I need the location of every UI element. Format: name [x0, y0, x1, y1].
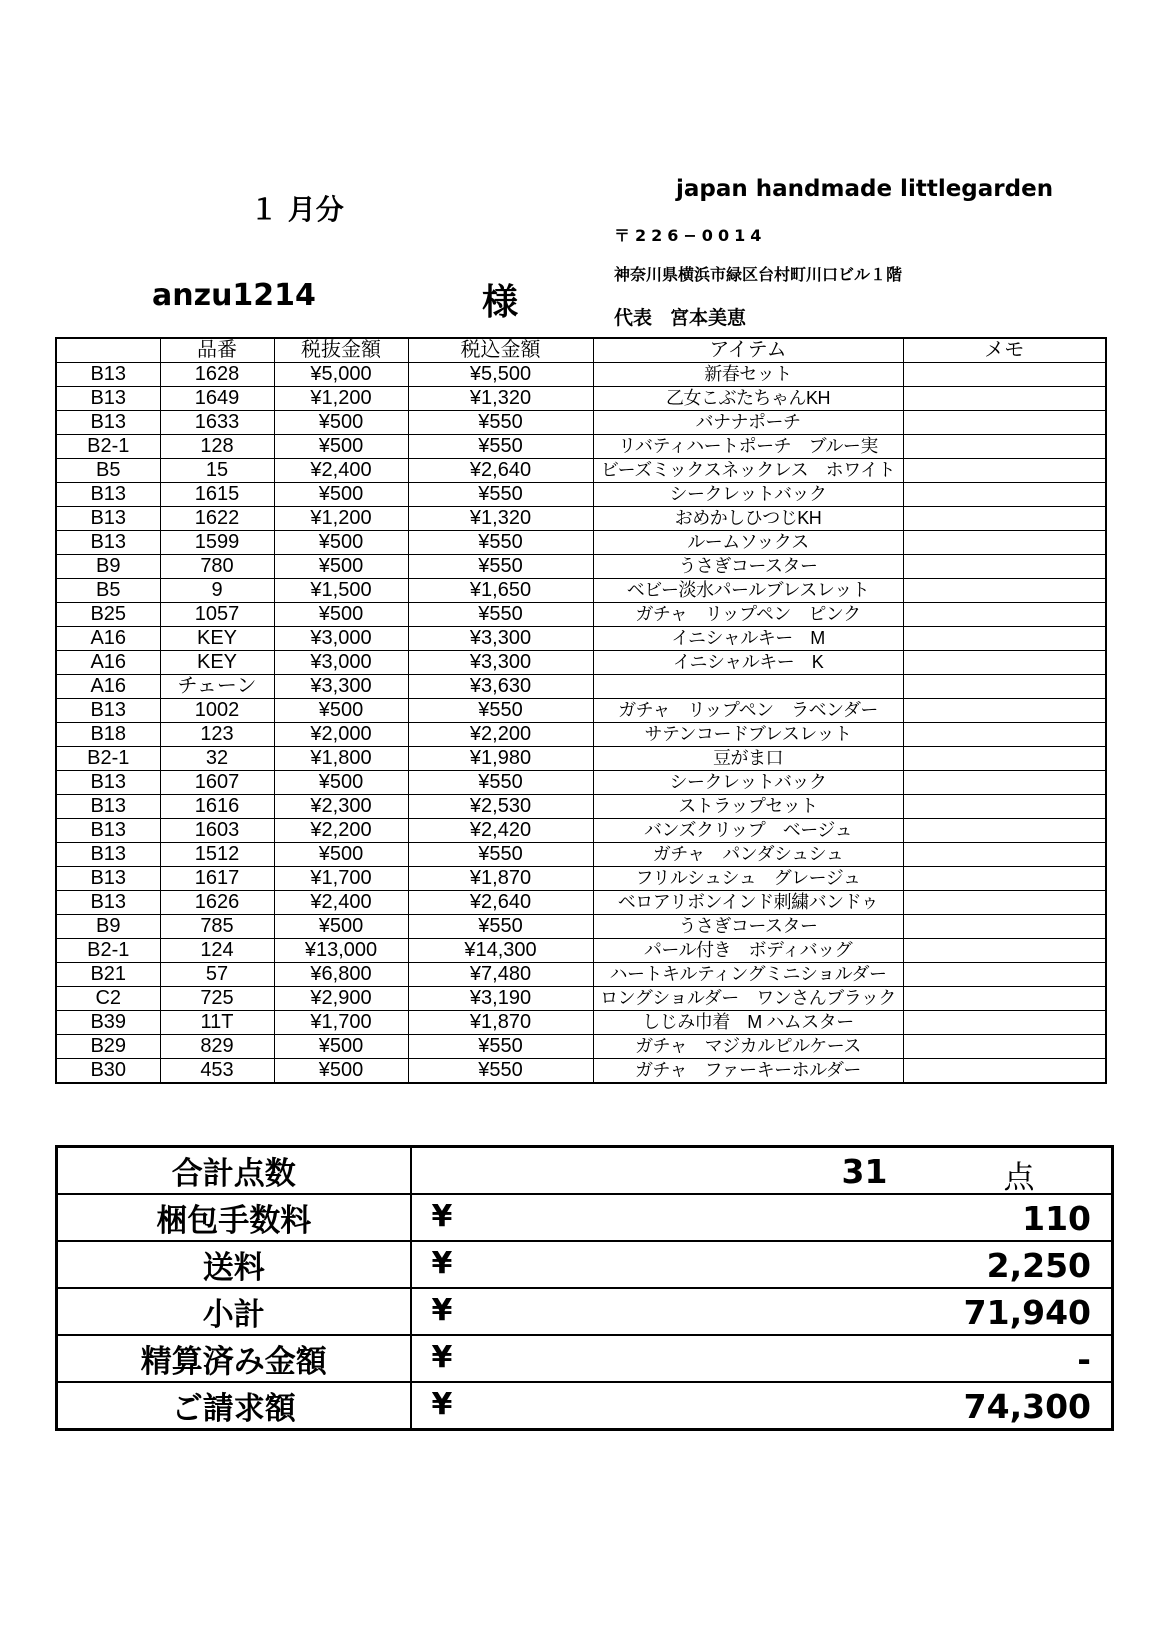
- table-row: [56, 435, 1106, 459]
- summary-row: [57, 1194, 1113, 1241]
- table-row: [56, 1035, 1106, 1059]
- table-row: [56, 459, 1106, 483]
- category-cell: B5: [56, 459, 160, 483]
- memo-cell: [903, 771, 1106, 795]
- memo-cell: [903, 939, 1106, 963]
- price-incl-tax-cell: ¥14,300: [408, 939, 593, 963]
- column-header: [56, 338, 160, 363]
- product-number-cell: 829: [160, 1035, 274, 1059]
- category-cell: B13: [56, 819, 160, 843]
- item-name-cell: イニシャルキー M: [593, 627, 903, 651]
- table-row: [56, 795, 1106, 819]
- memo-cell: [903, 723, 1106, 747]
- category-cell: B13: [56, 891, 160, 915]
- yen-symbol: ¥: [431, 1340, 453, 1375]
- summary-amount: 71,940: [963, 1293, 1091, 1332]
- postal-code: 〒226−0014: [614, 226, 767, 245]
- item-name-cell: 新春セット: [593, 363, 903, 387]
- price-incl-tax-cell: ¥550: [408, 555, 593, 579]
- yen-symbol: ¥: [431, 1199, 453, 1234]
- customer-id: anzu1214: [152, 278, 316, 313]
- item-name-cell: ガチャ リップペン ラベンダー: [593, 699, 903, 723]
- product-number-cell: 57: [160, 963, 274, 987]
- price-excl-tax-cell: ¥2,400: [274, 891, 408, 915]
- memo-cell: [903, 675, 1106, 699]
- product-number-cell: 1617: [160, 867, 274, 891]
- product-number-cell: 1626: [160, 891, 274, 915]
- price-excl-tax-cell: ¥500: [274, 1035, 408, 1059]
- table-row: [56, 915, 1106, 939]
- item-name-cell: しじみ巾着 M ハムスター: [593, 1011, 903, 1035]
- memo-cell: [903, 363, 1106, 387]
- item-name-cell: ロングショルダー ワンさんブラック: [593, 987, 903, 1011]
- price-excl-tax-cell: ¥2,400: [274, 459, 408, 483]
- item-name-cell: バナナポーチ: [593, 411, 903, 435]
- item-name-cell: イニシャルキー K: [593, 651, 903, 675]
- summary-value: [411, 1335, 1113, 1382]
- category-cell: B13: [56, 843, 160, 867]
- summary-value: [411, 1241, 1113, 1288]
- memo-cell: [903, 387, 1106, 411]
- price-excl-tax-cell: ¥2,300: [274, 795, 408, 819]
- price-incl-tax-cell: ¥2,640: [408, 891, 593, 915]
- table-row: [56, 363, 1106, 387]
- table-row: [56, 747, 1106, 771]
- price-excl-tax-cell: ¥2,200: [274, 819, 408, 843]
- column-header: 品番: [160, 338, 274, 363]
- product-number-cell: 1633: [160, 411, 274, 435]
- item-name-cell: サテンコードブレスレット: [593, 723, 903, 747]
- memo-cell: [903, 579, 1106, 603]
- table-row: [56, 651, 1106, 675]
- product-number-cell: 725: [160, 987, 274, 1011]
- price-incl-tax-cell: ¥550: [408, 843, 593, 867]
- memo-cell: [903, 627, 1106, 651]
- product-number-cell: 453: [160, 1059, 274, 1084]
- yen-symbol: ¥: [431, 1293, 453, 1328]
- category-cell: B13: [56, 387, 160, 411]
- items-table-header: [56, 338, 1106, 363]
- price-incl-tax-cell: ¥550: [408, 411, 593, 435]
- price-excl-tax-cell: ¥500: [274, 843, 408, 867]
- item-name-cell: ガチャ ファーキーホルダー: [593, 1059, 903, 1084]
- product-number-cell: 32: [160, 747, 274, 771]
- category-cell: B21: [56, 963, 160, 987]
- item-name-cell: シークレットバック: [593, 483, 903, 507]
- price-incl-tax-cell: ¥550: [408, 699, 593, 723]
- price-excl-tax-cell: ¥500: [274, 483, 408, 507]
- price-incl-tax-cell: ¥550: [408, 1059, 593, 1084]
- category-cell: B13: [56, 867, 160, 891]
- table-row: [56, 579, 1106, 603]
- item-name-cell: バンズクリップ ベージュ: [593, 819, 903, 843]
- price-excl-tax-cell: ¥1,800: [274, 747, 408, 771]
- memo-cell: [903, 963, 1106, 987]
- summary-label: ご請求額: [57, 1382, 411, 1430]
- table-row: [56, 627, 1106, 651]
- column-header: 税抜金額: [274, 338, 408, 363]
- category-cell: A16: [56, 627, 160, 651]
- table-row: [56, 867, 1106, 891]
- price-excl-tax-cell: ¥1,700: [274, 867, 408, 891]
- price-incl-tax-cell: ¥1,320: [408, 507, 593, 531]
- product-number-cell: 1615: [160, 483, 274, 507]
- category-cell: B13: [56, 411, 160, 435]
- price-incl-tax-cell: ¥3,300: [408, 651, 593, 675]
- month-label: １ 月分: [250, 193, 344, 226]
- price-excl-tax-cell: ¥500: [274, 435, 408, 459]
- table-row: [56, 819, 1106, 843]
- representative-label: 代表: [614, 307, 653, 329]
- product-number-cell: 1057: [160, 603, 274, 627]
- summary-table: [55, 1145, 1114, 1431]
- count-unit: 点: [1003, 1160, 1035, 1196]
- price-excl-tax-cell: ¥500: [274, 771, 408, 795]
- memo-cell: [903, 459, 1106, 483]
- price-incl-tax-cell: ¥1,870: [408, 867, 593, 891]
- price-incl-tax-cell: ¥550: [408, 1035, 593, 1059]
- summary-row: [57, 1288, 1113, 1335]
- item-name-cell: パール付き ボディバッグ: [593, 939, 903, 963]
- representative-name: 宮本美恵: [670, 307, 747, 329]
- item-name-cell: おめかしひつじKH: [593, 507, 903, 531]
- item-name-cell: ハートキルティングミニショルダー: [593, 963, 903, 987]
- price-incl-tax-cell: ¥550: [408, 915, 593, 939]
- category-cell: B5: [56, 579, 160, 603]
- product-number-cell: 128: [160, 435, 274, 459]
- category-cell: B9: [56, 555, 160, 579]
- category-cell: A16: [56, 675, 160, 699]
- price-incl-tax-cell: ¥550: [408, 483, 593, 507]
- table-row: [56, 555, 1106, 579]
- price-incl-tax-cell: ¥2,530: [408, 795, 593, 819]
- product-number-cell: 1599: [160, 531, 274, 555]
- table-row: [56, 987, 1106, 1011]
- category-cell: B13: [56, 795, 160, 819]
- memo-cell: [903, 891, 1106, 915]
- summary-row: [57, 1382, 1113, 1430]
- memo-cell: [903, 699, 1106, 723]
- memo-cell: [903, 987, 1106, 1011]
- yen-symbol: ¥: [431, 1246, 453, 1281]
- table-row: [56, 699, 1106, 723]
- memo-cell: [903, 411, 1106, 435]
- item-name-cell: [593, 675, 903, 699]
- company-address: 神奈川県横浜市緑区台村町川口ビル１階: [614, 265, 903, 284]
- product-number-cell: 15: [160, 459, 274, 483]
- price-incl-tax-cell: ¥3,300: [408, 627, 593, 651]
- price-excl-tax-cell: ¥1,200: [274, 387, 408, 411]
- table-row: [56, 1059, 1106, 1084]
- table-row: [56, 843, 1106, 867]
- total-count: 31: [841, 1152, 888, 1191]
- product-number-cell: チェーン: [160, 675, 274, 699]
- table-row: [56, 483, 1106, 507]
- price-incl-tax-cell: ¥550: [408, 603, 593, 627]
- table-row: [56, 891, 1106, 915]
- price-excl-tax-cell: ¥3,000: [274, 651, 408, 675]
- item-name-cell: ガチャ リップペン ピンク: [593, 603, 903, 627]
- table-row: [56, 387, 1106, 411]
- items-table-body: [56, 363, 1106, 1084]
- category-cell: B9: [56, 915, 160, 939]
- product-number-cell: KEY: [160, 627, 274, 651]
- summary-amount: -: [1077, 1340, 1091, 1379]
- column-header: 税込金額: [408, 338, 593, 363]
- summary-amount: 110: [1022, 1199, 1091, 1238]
- item-name-cell: シークレットバック: [593, 771, 903, 795]
- category-cell: B13: [56, 483, 160, 507]
- summary-row: [57, 1241, 1113, 1288]
- price-incl-tax-cell: ¥2,200: [408, 723, 593, 747]
- summary-label: 精算済み金額: [57, 1335, 411, 1382]
- table-row: [56, 723, 1106, 747]
- price-excl-tax-cell: ¥2,900: [274, 987, 408, 1011]
- summary-row-count: [57, 1147, 1113, 1195]
- summary-row: [57, 1335, 1113, 1382]
- category-cell: B2-1: [56, 747, 160, 771]
- price-incl-tax-cell: ¥7,480: [408, 963, 593, 987]
- price-excl-tax-cell: ¥1,200: [274, 507, 408, 531]
- memo-cell: [903, 651, 1106, 675]
- summary-value: [411, 1147, 1113, 1195]
- summary-value: [411, 1194, 1113, 1241]
- table-row: [56, 939, 1106, 963]
- representative: [614, 303, 764, 330]
- category-cell: B13: [56, 531, 160, 555]
- product-number-cell: 1622: [160, 507, 274, 531]
- table-row: [56, 1011, 1106, 1035]
- price-incl-tax-cell: ¥3,190: [408, 987, 593, 1011]
- price-excl-tax-cell: ¥500: [274, 1059, 408, 1084]
- summary-amount: 2,250: [986, 1246, 1091, 1285]
- category-cell: B30: [56, 1059, 160, 1084]
- memo-cell: [903, 483, 1106, 507]
- product-number-cell: 9: [160, 579, 274, 603]
- price-excl-tax-cell: ¥500: [274, 699, 408, 723]
- price-excl-tax-cell: ¥500: [274, 531, 408, 555]
- summary-label: 送料: [57, 1241, 411, 1288]
- category-cell: B29: [56, 1035, 160, 1059]
- price-incl-tax-cell: ¥1,650: [408, 579, 593, 603]
- memo-cell: [903, 843, 1106, 867]
- price-incl-tax-cell: ¥1,980: [408, 747, 593, 771]
- table-row: [56, 771, 1106, 795]
- price-incl-tax-cell: ¥3,630: [408, 675, 593, 699]
- category-cell: A16: [56, 651, 160, 675]
- product-number-cell: 1628: [160, 363, 274, 387]
- product-number-cell: 11T: [160, 1011, 274, 1035]
- product-number-cell: KEY: [160, 651, 274, 675]
- summary-value: [411, 1382, 1113, 1430]
- price-incl-tax-cell: ¥1,870: [408, 1011, 593, 1035]
- summary-label: 梱包手数料: [57, 1194, 411, 1241]
- item-name-cell: 豆がま口: [593, 747, 903, 771]
- category-cell: B18: [56, 723, 160, 747]
- price-incl-tax-cell: ¥550: [408, 771, 593, 795]
- item-name-cell: リバティハートポーチ ブルー実: [593, 435, 903, 459]
- price-excl-tax-cell: ¥500: [274, 915, 408, 939]
- price-excl-tax-cell: ¥5,000: [274, 363, 408, 387]
- memo-cell: [903, 531, 1106, 555]
- category-cell: B39: [56, 1011, 160, 1035]
- summary-value: [411, 1288, 1113, 1335]
- price-excl-tax-cell: ¥3,000: [274, 627, 408, 651]
- memo-cell: [903, 507, 1106, 531]
- product-number-cell: 780: [160, 555, 274, 579]
- price-excl-tax-cell: ¥1,500: [274, 579, 408, 603]
- category-cell: B25: [56, 603, 160, 627]
- table-row: [56, 507, 1106, 531]
- category-cell: B2-1: [56, 939, 160, 963]
- product-number-cell: 124: [160, 939, 274, 963]
- memo-cell: [903, 1011, 1106, 1035]
- product-number-cell: 1603: [160, 819, 274, 843]
- items-table: [55, 337, 1107, 1084]
- item-name-cell: ガチャ マジカルピルケース: [593, 1035, 903, 1059]
- price-incl-tax-cell: ¥550: [408, 435, 593, 459]
- category-cell: B13: [56, 771, 160, 795]
- product-number-cell: 1512: [160, 843, 274, 867]
- memo-cell: [903, 795, 1106, 819]
- item-name-cell: ベロアリボンインド刺繍バンドゥ: [593, 891, 903, 915]
- price-incl-tax-cell: ¥1,320: [408, 387, 593, 411]
- price-incl-tax-cell: ¥5,500: [408, 363, 593, 387]
- company-name: japan handmade littlegarden: [676, 176, 1054, 202]
- item-name-cell: フリルシュシュ グレージュ: [593, 867, 903, 891]
- price-excl-tax-cell: ¥1,700: [274, 1011, 408, 1035]
- honorific: 様: [482, 282, 519, 323]
- table-row: [56, 603, 1106, 627]
- price-excl-tax-cell: ¥6,800: [274, 963, 408, 987]
- product-number-cell: 785: [160, 915, 274, 939]
- item-name-cell: うさぎコースター: [593, 555, 903, 579]
- summary-amount: 74,300: [963, 1387, 1091, 1426]
- item-name-cell: ガチャ パンダシュシュ: [593, 843, 903, 867]
- price-incl-tax-cell: ¥550: [408, 531, 593, 555]
- memo-cell: [903, 819, 1106, 843]
- table-row: [56, 411, 1106, 435]
- memo-cell: [903, 867, 1106, 891]
- summary-label: 合計点数: [57, 1147, 411, 1195]
- price-excl-tax-cell: ¥3,300: [274, 675, 408, 699]
- item-name-cell: ルームソックス: [593, 531, 903, 555]
- category-cell: B13: [56, 363, 160, 387]
- product-number-cell: 1607: [160, 771, 274, 795]
- price-excl-tax-cell: ¥500: [274, 603, 408, 627]
- item-name-cell: 乙女こぶたちゃんKH: [593, 387, 903, 411]
- product-number-cell: 1002: [160, 699, 274, 723]
- price-incl-tax-cell: ¥2,640: [408, 459, 593, 483]
- memo-cell: [903, 555, 1106, 579]
- item-name-cell: うさぎコースター: [593, 915, 903, 939]
- category-cell: B13: [56, 507, 160, 531]
- item-name-cell: ストラップセット: [593, 795, 903, 819]
- yen-symbol: ¥: [431, 1387, 453, 1422]
- category-cell: C2: [56, 987, 160, 1011]
- memo-cell: [903, 603, 1106, 627]
- summary-label: 小計: [57, 1288, 411, 1335]
- product-number-cell: 1616: [160, 795, 274, 819]
- price-excl-tax-cell: ¥13,000: [274, 939, 408, 963]
- price-excl-tax-cell: ¥500: [274, 555, 408, 579]
- memo-cell: [903, 747, 1106, 771]
- price-incl-tax-cell: ¥2,420: [408, 819, 593, 843]
- item-name-cell: ビーズミックスネックレス ホワイト: [593, 459, 903, 483]
- product-number-cell: 123: [160, 723, 274, 747]
- item-name-cell: ベビー淡水パールブレスレット: [593, 579, 903, 603]
- memo-cell: [903, 1059, 1106, 1084]
- table-row: [56, 963, 1106, 987]
- header-row: [56, 338, 1106, 363]
- memo-cell: [903, 1035, 1106, 1059]
- column-header: アイテム: [593, 338, 903, 363]
- category-cell: B13: [56, 699, 160, 723]
- category-cell: B2-1: [56, 435, 160, 459]
- price-excl-tax-cell: ¥500: [274, 411, 408, 435]
- column-header: メモ: [903, 338, 1106, 363]
- price-excl-tax-cell: ¥2,000: [274, 723, 408, 747]
- memo-cell: [903, 435, 1106, 459]
- table-row: [56, 531, 1106, 555]
- table-row: [56, 675, 1106, 699]
- memo-cell: [903, 915, 1106, 939]
- product-number-cell: 1649: [160, 387, 274, 411]
